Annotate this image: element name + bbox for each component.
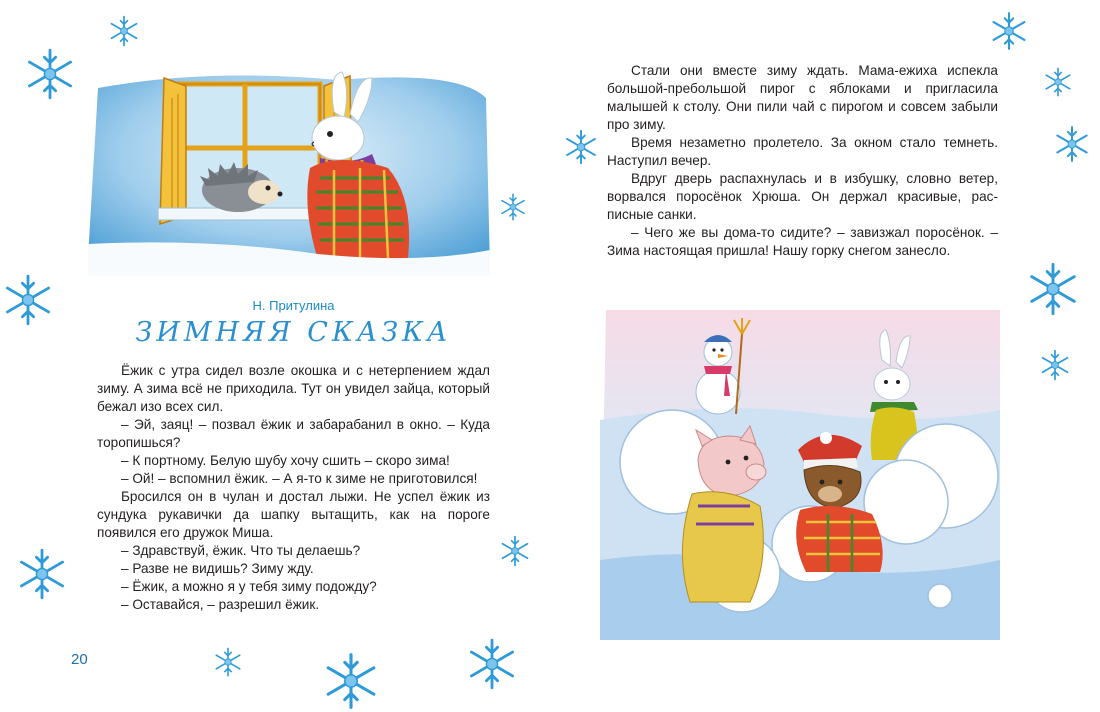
story-paragraph: – К портному. Белую шубу хочу сшить – скоро зима!	[121, 453, 450, 468]
story-paragraph: – Разве не видишь? Зиму жду.	[121, 561, 314, 576]
snowflake-icon	[562, 128, 600, 166]
snowflake-icon	[498, 534, 532, 568]
window-scene	[88, 68, 490, 276]
snowflake-icon	[212, 646, 244, 678]
story-paragraph: Стали они вместе зиму ждать. Мама-ежиха испекла большой-пребольшой пирог с яблоками и пригласила малышей к столу. Они пили чай с пирогом и совсем забыли про зиму.	[607, 63, 998, 132]
window-illustration	[88, 68, 490, 276]
story-paragraph: Время незаметно пролетело. За окном стало темнеть. Наступил вечер.	[607, 135, 998, 168]
story-paragraph: Ёжик с утра сидел возле окошка и с нетерпением ждал зиму. А зима всё не приходила. Тут он увидел зайца, который бежал изо всех сил.	[97, 363, 490, 414]
author-name: Н. Притулина	[252, 298, 335, 313]
snowball	[928, 584, 952, 608]
right-story-text	[607, 62, 998, 260]
story-title: ЗИМНЯЯ СКАЗКА	[135, 317, 452, 348]
snowflake-icon	[22, 46, 78, 102]
snowflake-icon	[1052, 124, 1092, 164]
snowflake-icon	[107, 14, 141, 48]
snowflake-icon	[498, 192, 528, 222]
left-story-text	[97, 362, 490, 614]
story-paragraph: – Оставайся, – разрешил ёжик.	[121, 597, 320, 612]
story-paragraph: – Ёжик, а можно я у тебя зиму подожду?	[121, 579, 377, 594]
story-paragraph: – Чего же вы дома-то сидите? – завизжал поросёнок. – Зима настоящая пришла! Нашу горку снегом занесло.	[607, 225, 998, 258]
snowflake-icon	[464, 636, 520, 692]
snowflake-icon	[14, 546, 70, 602]
snowball-illustration	[600, 310, 1000, 640]
snowflake-icon	[1024, 260, 1082, 318]
story-paragraph: – Здравствуй, ёжик. Что ты делаешь?	[121, 543, 361, 558]
snowflake-icon	[0, 272, 56, 328]
snowflake-icon	[1042, 66, 1074, 98]
snowflake-icon	[1038, 348, 1072, 382]
story-paragraph: – Эй, заяц! – позвал ёжик и забарабанил в окно. – Куда торопишься?	[97, 417, 490, 450]
story-paragraph: Бросился он в чулан и достал лыжи. Не успел ёжик из сундука рукавички да шапку вытащить, как на пороге появился его дружок Миша.	[97, 489, 490, 540]
snowflake-icon	[320, 650, 382, 712]
snowflake-icon	[988, 10, 1030, 52]
page-number: 20	[71, 651, 88, 668]
snow-scene	[600, 310, 1000, 640]
story-paragraph: Вдруг дверь распахнулась и в избушку, словно ветер, ворвался поросёнок Хрюша. Он держал красивые, расписные санки.	[607, 171, 998, 222]
story-paragraph: – Ой! – вспомнил ёжик. – А я-то к зиме не приготовился!	[121, 471, 478, 486]
